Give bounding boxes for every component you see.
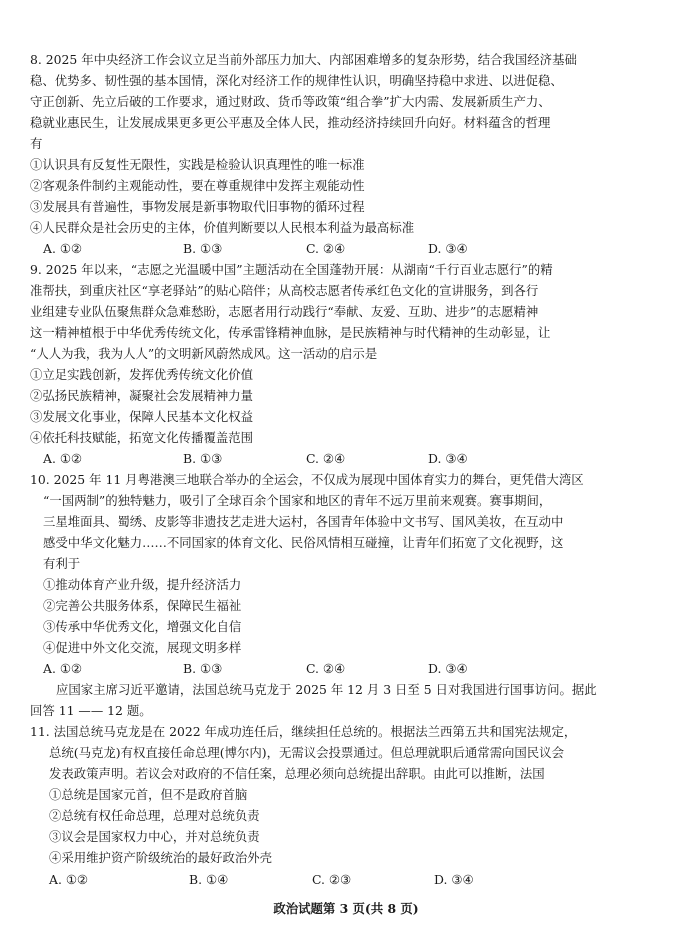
option-a[interactable]: A. ①②: [43, 661, 83, 676]
question-10-statement-3: ③传承中华优秀文化，增强文化自信: [43, 619, 242, 634]
question-9-stem-line: 业组建专业队伍聚焦群众急难愁盼，志愿者用行动践行“奉献、友爱、互助、进步”的志愿精神: [30, 304, 539, 319]
question-9-statement-4: ④依托科技赋能，拓宽文化传播覆盖范围: [30, 430, 254, 445]
question-9-stem-line: 准帮扶，到重庆社区“享老驿站”的贴心陪伴；从高校志愿者传承红色文化的宣讲服务，到各行: [30, 283, 539, 298]
material-intro-line: 应国家主席习近平邀请，法国总统马克龙于 2025 年 12 月 3 日至 5 日对我国进行国事访问。据此: [56, 682, 597, 697]
option-d[interactable]: D. ③④: [428, 451, 468, 466]
option-c[interactable]: C. ②③: [312, 872, 352, 887]
question-8-statement-4: ④人民群众是社会历史的主体，价值判断要以人民根本利益为最高标准: [30, 220, 415, 235]
question-11-stem-line: 总统(马克龙)有权直接任命总理(博尔内)，无需议会投票通过。但总理就职后通常需向国民议会: [49, 745, 564, 760]
option-b[interactable]: B. ①③: [183, 451, 223, 466]
question-10-stem-line: 10. 2025 年 11 月粤港澳三地联合举办的全运会，不仅成为展现中国体育实力的舞台，更凭借大湾区: [30, 472, 584, 487]
option-a[interactable]: A. ①②: [49, 872, 89, 887]
option-a[interactable]: A. ①②: [43, 241, 83, 256]
question-8-stem-line: 有: [30, 136, 43, 151]
question-8-stem-line: 稳、优势多、韧性强的基本国情，深化对经济工作的规律性认识，明确坚持稳中求进、以进促稳、: [30, 73, 563, 88]
option-b[interactable]: B. ①④: [189, 872, 229, 887]
question-11-stem-line: 发表政策声明。若议会对政府的不信任案，总理必须向总统提出辞职。由此可以推断，法国: [49, 766, 545, 781]
question-9-statement-3: ③发展文化事业，保障人民基本文化权益: [30, 409, 254, 424]
question-9-stem-line: 这一精神植根于中华优秀传统文化，传承雷锋精神血脉，是民族精神与时代精神的生动彰显，让: [30, 325, 551, 340]
question-10-stem-line: “一国两制”的独特魅力，吸引了全球百余个国家和地区的青年不远万里前来观赛。赛事期间，: [43, 493, 552, 508]
option-c[interactable]: C. ②④: [306, 241, 346, 256]
question-8-statement-3: ③发展具有普遍性，事物发展是新事物取代旧事物的循环过程: [30, 199, 365, 214]
option-d[interactable]: D. ③④: [434, 872, 474, 887]
question-10-statement-1: ①推动体育产业升级，提升经济活力: [43, 577, 242, 592]
question-8-stem-line: 8. 2025 年中央经济工作会议立足当前外部压力加大、内部困难增多的复杂形势，结合我国经济基础: [30, 52, 577, 67]
question-8-statement-2: ②客观条件制约主观能动性，要在尊重规律中发挥主观能动性: [30, 178, 365, 193]
question-9-statement-2: ②弘扬民族精神，凝聚社会发展精神力量: [30, 388, 254, 403]
option-c[interactable]: C. ②④: [306, 451, 346, 466]
option-b[interactable]: B. ①③: [183, 241, 223, 256]
question-11-statement-3: ③议会是国家权力中心，并对总统负责: [49, 829, 260, 844]
question-8-stem-line: 守正创新、先立后破的工作要求，通过财政、货币等政策“组合拳”扩大内需、发展新质生产力、: [30, 94, 551, 109]
option-d[interactable]: D. ③④: [428, 661, 468, 676]
option-c[interactable]: C. ②④: [306, 661, 346, 676]
question-11-statement-4: ④采用维护资产阶级统治的最好政治外壳: [49, 850, 273, 865]
question-8-stem-line: 稳就业惠民生，让发展成果更多更公平惠及全体人民，推动经济持续回升向好。材料蕴含的哲理: [30, 115, 551, 130]
question-10-stem-line: 三星堆面具、蜀绣、皮影等非遗技艺走进大运村，各国青年体验中文书写、国风美妆，在互动中: [43, 514, 564, 529]
question-11-statement-2: ②总统有权任命总理，总理对总统负责: [49, 808, 260, 823]
page-footer: 政治试题第 3 页(共 8 页): [273, 901, 419, 916]
question-10-statement-4: ④促进中外文化交流，展现文明多样: [43, 640, 242, 655]
option-a[interactable]: A. ①②: [43, 451, 83, 466]
option-d[interactable]: D. ③④: [428, 241, 468, 256]
question-9-stem-line: 9. 2025 年以来，“志愿之光温暖中国”主题活动在全国蓬勃开展：从湖南“千行百业志愿行”的精: [30, 262, 553, 277]
question-9-stem-line: “人人为我，我为人人”的文明新风蔚然成风。这一活动的启示是: [30, 346, 378, 361]
question-10-statement-2: ②完善公共服务体系，保障民生福祉: [43, 598, 242, 613]
question-10-stem-line: 有利于: [43, 556, 81, 571]
question-11-statement-1: ①总统是国家元首，但不是政府首脑: [49, 787, 248, 802]
question-11-stem-line: 11. 法国总统马克龙是在 2022 年成功连任后，继续担任总统的。根据法兰西第五共和国宪法规定，: [30, 724, 577, 739]
material-intro-line: 回答 11 —— 12 题。: [30, 703, 152, 718]
option-b[interactable]: B. ①③: [183, 661, 223, 676]
question-10-stem-line: 感受中华文化魅力……不同国家的体育文化、民俗风情相互碰撞，让青年们拓宽了文化视野，这: [43, 535, 564, 550]
question-9-statement-1: ①立足实践创新，发挥优秀传统文化价值: [30, 367, 254, 382]
question-8-statement-1: ①认识具有反复性无限性，实践是检验认识真理性的唯一标准: [30, 157, 365, 172]
